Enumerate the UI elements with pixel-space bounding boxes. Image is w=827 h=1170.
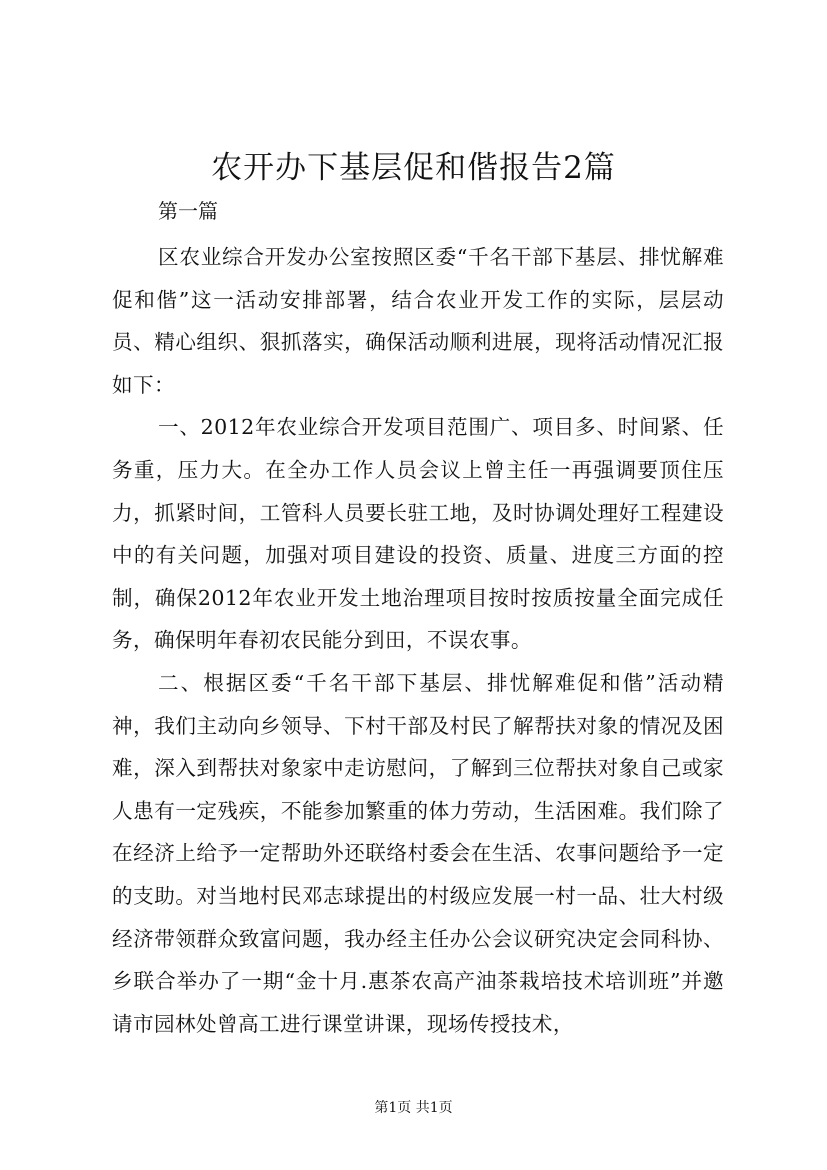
document-body: [112, 190, 724, 1045]
document-title: 农开办下基层促和偕报告2篇: [211, 150, 616, 186]
page-footer: 第1页 共1页: [374, 1100, 453, 1116]
paragraph-item-two: 二、根据区委“千名干部下基层、排忧解难促和偕”活动精神，我们主动向乡领导、下村干部及村民了解帮扶对象的情况及困难，深入到帮扶对象家中走访慰问，了解到三位帮扶对象自己或家人患有一定残疾，不能参加繁重的体力劳动，生活困难。我们除了在经济上给予一定帮助外还联络村委会在生活、农事问题给予一定的支助。对当地村民邓志球提出的村级应发展一村一品、壮大村级经济带领群众致富问题，我办经主任办公会议研究决定会同科协、乡联合举办了一期“金十月.惠茶农高产油茶栽培技术培训班”并邀请市园林处曾高工进行课堂讲课，现场传授技术，: [112, 670, 724, 1036]
section-label: 第一篇: [158, 199, 218, 223]
paragraph-intro: 区农业综合开发办公室按照区委“千名干部下基层、排忧解难促和偕”这一活动安排部署，结合农业开发工作的实际，层层动员、精心组织、狠抓落实，确保活动顺利进展，现将活动情况汇报如下：: [112, 245, 724, 397]
paragraph-item-one: 一、2012年农业综合开发项目范围广、项目多、时间紧、任务重，压力大。在全办工作人员会议上曾主任一再强调要顶住压力，抓紧时间，工管科人员要长驻工地，及时协调处理好工程建设中的有关问题，加强对项目建设的投资、质量、进度三方面的控制，确保2012年农业开发土地治理项目按时按质按量全面完成任务，确保明年春初农民能分到田，不误农事。: [112, 415, 724, 653]
